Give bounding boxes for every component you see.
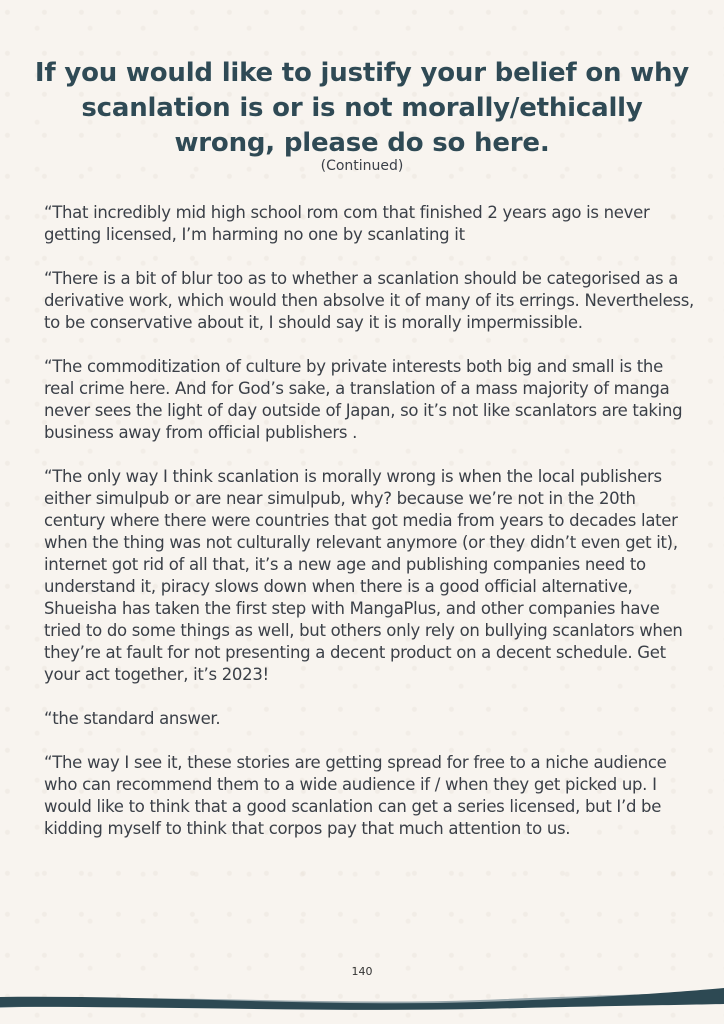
footer-wave-dark bbox=[0, 988, 724, 1010]
response-quote: “There is a bit of blur too as to whether a scanlation should be categorised as a derivative work, which would then absolve it of many of its errings. Nevertheless, to be conservative about it, I should say it is morally impermissible. bbox=[44, 269, 694, 332]
page-number: 140 bbox=[351, 965, 373, 978]
response-quote: “That incredibly mid high school rom com that finished 2 years ago is never getting licensed, I’m harming no one by scanlating it bbox=[44, 203, 650, 244]
page-title: If you would like to justify your belief on why scanlation is or is not morally/ethically wrong, please do so here. bbox=[34, 58, 690, 158]
page-subtitle: (Continued) bbox=[320, 158, 404, 174]
response-quote: “The commoditization of culture by private interests both big and small is the real crime here. And for God’s sake, a translation of a mass majority of manga never sees the light of day outside of Japan, so it’s not like scanlators are taking business away from official publishers . bbox=[44, 357, 683, 442]
responses-list bbox=[44, 202, 694, 862]
response-quote: “the standard answer. bbox=[44, 709, 221, 728]
footer-wave-decoration bbox=[0, 980, 724, 1024]
response-quote: “The only way I think scanlation is morally wrong is when the local publishers either simulpub or are near simulpub, why? because we’re not in the 20th century where there were countries that got media from years to decades later when the thing was not culturally relevant anymore (or they didn’t even get it), internet got rid of all that, it’s a new age and publishing companies need to understand it, piracy slows down when there is a good official alternative, Shueisha has taken the first step with MangaPlus, and other companies have tried to do some things as well, but others only rely on bullying scanlators when they’re at fault for not presenting a decent product on a decent schedule. Get your act together, it’s 2023! bbox=[44, 467, 683, 684]
response-quote: “The way I see it, these stories are getting spread for free to a niche audience who can recommend them to a wide audience if / when they get picked up. I would like to think that a good scanlation can get a series licensed, but I’d be kidding myself to think that corpos pay that much attention to us. bbox=[44, 753, 667, 838]
